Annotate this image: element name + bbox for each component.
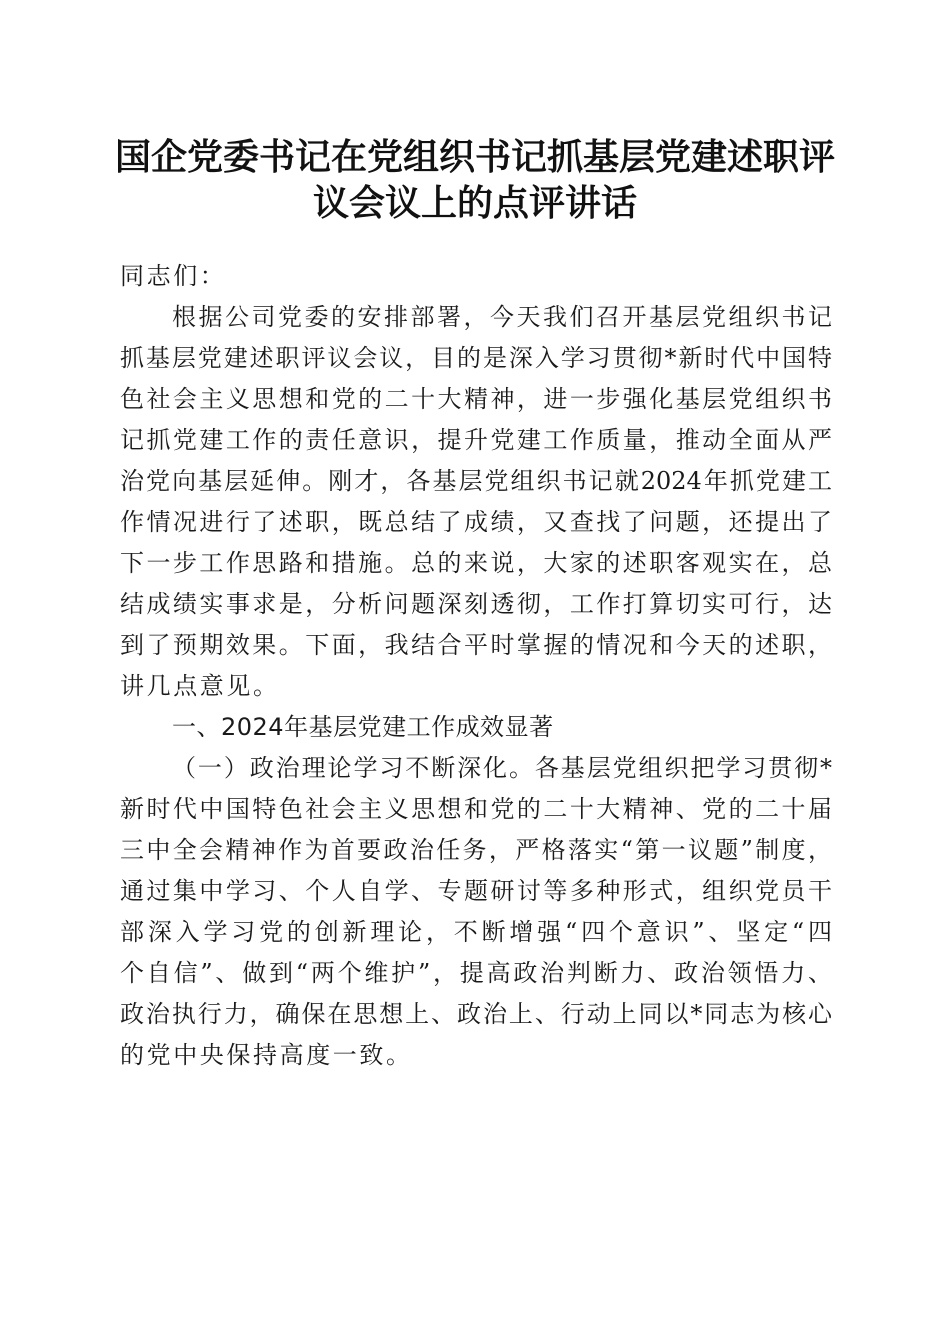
- paragraph-line: 讲几点意见。: [120, 672, 280, 700]
- paragraph-line: （一）政治理论学习不断深化。各基层党组织把学习贯彻*: [172, 754, 832, 782]
- document-title: [100, 134, 850, 226]
- paragraph-line: 的党中央保持高度一致。: [120, 1041, 413, 1069]
- paragraph-line: 作情况进行了述职，既总结了成绩，又查找了问题，还提出了: [120, 508, 832, 536]
- paragraph-line: 下一步工作思路和措施。总的来说，大家的述职客观实在，总: [120, 549, 832, 577]
- paragraph-line: 记抓党建工作的责任意识，提升党建工作质量，推动全面从严: [120, 426, 832, 454]
- paragraph-line: 通过集中学习、个人自学、专题研讨等多种形式，组织党员干: [120, 877, 832, 905]
- paragraph-line: 治党向基层延伸。刚才，各基层党组织书记就2024年抓党建工: [120, 467, 832, 495]
- paragraph-line: 到了预期效果。下面，我结合平时掌握的情况和今天的述职，: [120, 631, 832, 659]
- paragraph-line: 根据公司党委的安排部署，今天我们召开基层党组织书记: [172, 303, 832, 331]
- title-line-1: 国企党委书记在党组织书记抓基层党建述职评: [114, 136, 835, 178]
- section-heading: 一、2024年基层党建工作成效显著: [172, 713, 554, 741]
- title-line-2: 议会议上的点评讲话: [312, 182, 637, 224]
- paragraph-line: 结成绩实事求是，分析问题深刻透彻，工作打算切实可行，达: [120, 590, 832, 618]
- paragraph-line: 三中全会精神作为首要政治任务，严格落实“第一议题”制度，: [120, 836, 832, 864]
- paragraph-line: 抓基层党建述职评议会议，目的是深入学习贯彻*新时代中国特: [120, 344, 832, 372]
- paragraph-line: 政治执行力，确保在思想上、政治上、行动上同以*同志为核心: [120, 1000, 832, 1028]
- paragraph-line: 个自信”、做到“两个维护”，提高政治判断力、政治领悟力、: [120, 959, 832, 987]
- paragraph-line: 部深入学习党的创新理论，不断增强“四个意识”、坚定“四: [120, 918, 832, 946]
- paragraph-line: 色社会主义思想和党的二十大精神，进一步强化基层党组织书: [120, 385, 832, 413]
- document-body: [120, 256, 832, 1076]
- salutation: 同志们：: [120, 262, 227, 290]
- paragraph-line: 新时代中国特色社会主义思想和党的二十大精神、党的二十届: [120, 795, 832, 823]
